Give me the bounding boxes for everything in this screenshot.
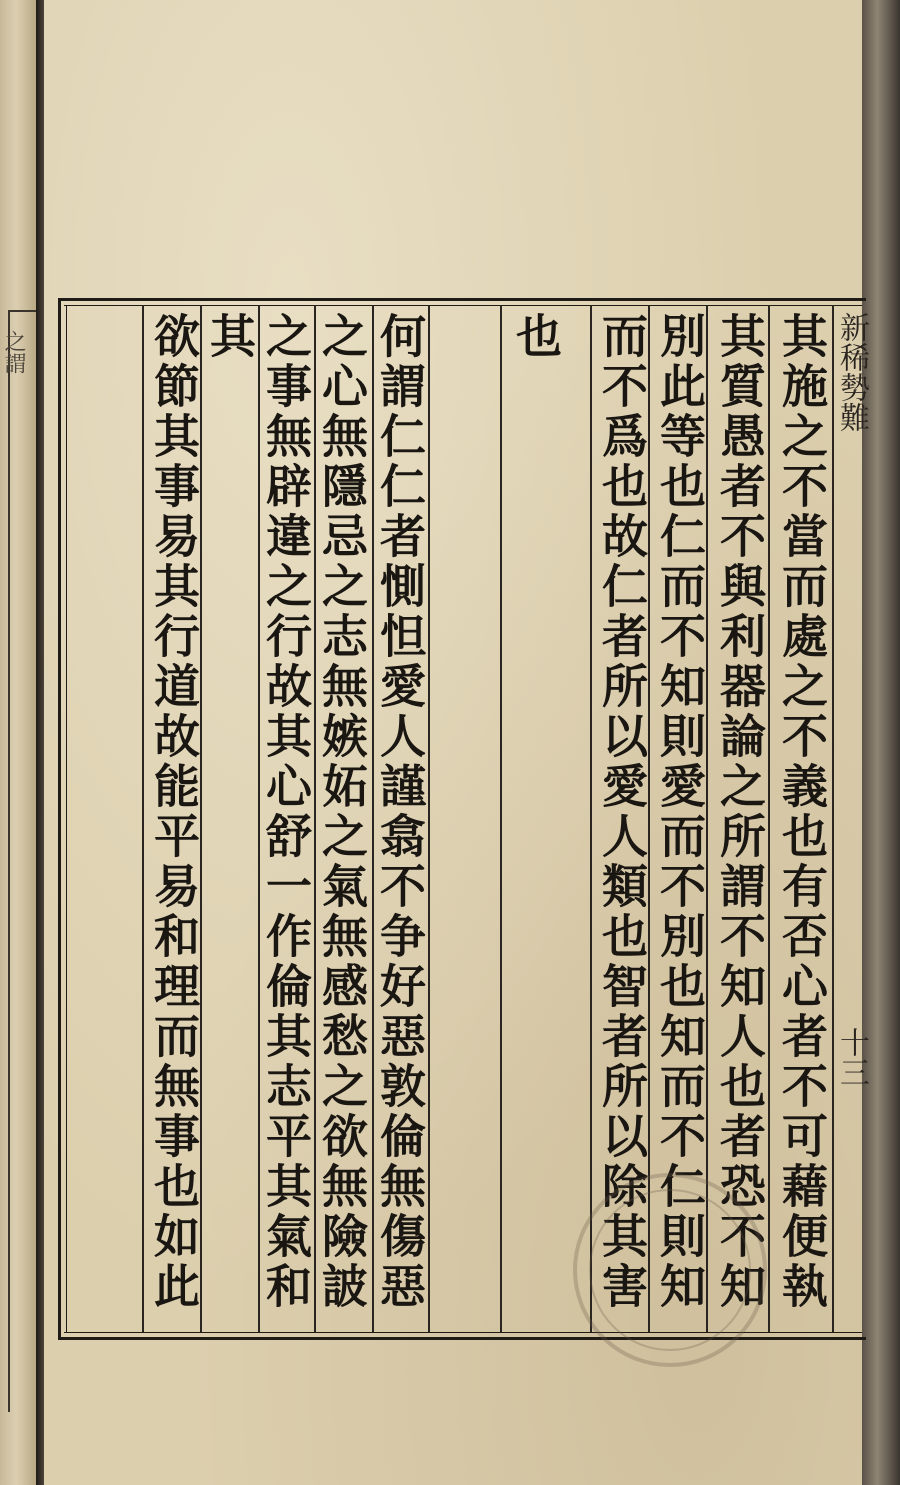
text-column-4: 而不爲也故仁者所以愛人類也智者所以除其害 <box>595 312 649 1312</box>
adjacent-page-text-fragment: 之謂 <box>1 330 26 374</box>
column-divider <box>428 305 430 1332</box>
banxin-title: 新稀勢難 <box>834 312 869 432</box>
text-column-9: 欲節其事易其行道故能平易和理而無事也如此 <box>147 312 201 1312</box>
column-divider <box>590 305 592 1332</box>
text-column-1: 其施之不當而處之不義也有否心者不可藉便執 <box>775 312 829 1312</box>
text-column-6: 何謂仁仁者惻怛愛人謹翕不争好惡敦倫無傷惡 <box>373 312 427 1312</box>
adjacent-page-frame-line <box>8 310 36 1412</box>
printed-frame-inner-bottom <box>64 1332 862 1333</box>
printed-frame-inner-left <box>66 305 67 1332</box>
text-column-3: 別此等也仁而不知則愛而不別也知而不仁則知 <box>653 312 707 1312</box>
text-column-2: 其質愚者不與利器論之所謂不知人也者恐不知 <box>713 312 767 1312</box>
column-divider <box>832 305 834 1332</box>
adjacent-page-edge <box>0 0 36 1485</box>
column-divider <box>768 305 770 1332</box>
text-column-5: 也 <box>509 312 563 362</box>
book-gutter <box>36 0 44 1485</box>
printed-frame-inner-top <box>64 305 862 306</box>
column-divider <box>500 305 502 1332</box>
page-stack-edge <box>862 0 900 1485</box>
text-column-8: 之事無辟違之行故其心舒一作倫其志平其氣和其 <box>203 312 313 1312</box>
column-divider <box>142 305 144 1332</box>
folio-number: 十三 <box>834 1027 869 1087</box>
banxin-center-column <box>834 312 869 1330</box>
text-column-7: 之心無隱忌之志無嫉妬之氣無感愁之欲無險詖 <box>315 312 369 1312</box>
